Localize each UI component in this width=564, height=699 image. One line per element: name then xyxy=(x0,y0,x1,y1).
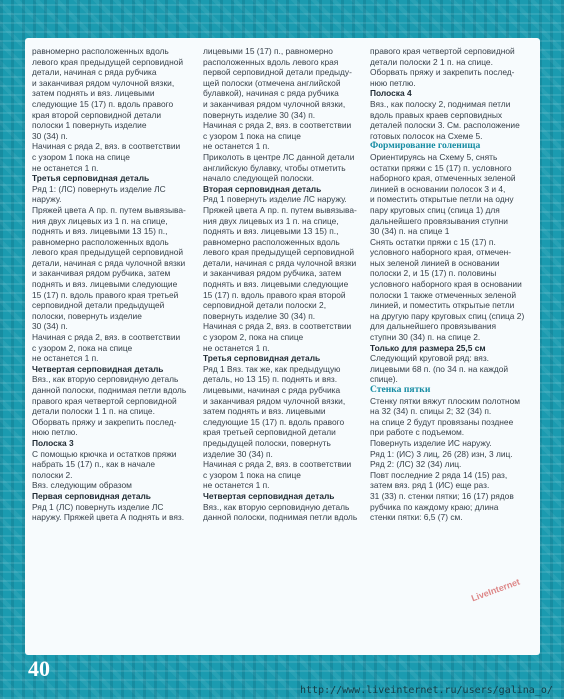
text-line: ния двух лицевых из 1 п. на спице, xyxy=(203,215,339,226)
text-line: Ряд 1 Вяз. так же, как предыдущую xyxy=(203,363,341,374)
text-line: Начиная с ряда 2, вяз. в соответствии xyxy=(203,321,352,332)
text-line: полоски, повернуть изделие xyxy=(32,310,142,321)
text-line: поднять и вяз. лицевыми следующие xyxy=(32,279,178,290)
text-line: Снять остатки пряжи с 15 (17) п. xyxy=(370,236,496,247)
text-line: серповидной детали полоски 2, xyxy=(203,300,327,311)
text-line: равномерно расположенных вдоль xyxy=(32,46,169,56)
text-line: и заканчивая рядом рубчика, затем xyxy=(32,268,171,279)
text-line: 31 (33) п. стенки пятки; 16 (17) рядов xyxy=(370,490,514,501)
text-line: линией, и поместить открытые петли xyxy=(370,300,515,311)
text-line: края второй серповидной детали xyxy=(32,109,162,120)
text-line: условного наборного края, отмечен- xyxy=(370,247,512,258)
text-line: затем поднять и вяз. лицевыми xyxy=(32,88,155,99)
text-line: расположенных вдоль левого края xyxy=(203,56,339,67)
text-line: детали, начиная с ряда чулочной вязки xyxy=(203,257,357,268)
subsection-heading: Четвертая серповидная деталь xyxy=(203,490,335,501)
text-line: стенки пятки: 6,5 (7) см. xyxy=(370,512,463,523)
text-line: на 32 (34) п. спицы 2; 32 (34) п. xyxy=(370,406,492,417)
text-line: поднять и вяз. лицевыми 13 15) п., xyxy=(203,226,339,237)
site-watermark: LiveInternet xyxy=(469,576,522,604)
text-line: не останется 1 п. xyxy=(32,162,99,173)
text-line: булавкой), начиная с ряда рубчика xyxy=(203,88,339,99)
text-line: наружу. xyxy=(32,194,62,205)
text-line: деталь, но 13 15) п. поднять и вяз. xyxy=(203,374,338,385)
text-line: не останется 1 п. xyxy=(203,141,270,152)
text-line: Оборвать пряжу и закрепить послед- xyxy=(32,416,177,427)
text-line: спице). xyxy=(370,374,398,385)
text-line: ступни 30 (34) п. на спице 2. xyxy=(370,332,481,343)
text-line: не останется 1 п. xyxy=(203,480,270,491)
text-line: полоски 1 также отмеченных зеленой xyxy=(370,289,517,300)
text-line: Вяз., как вторую серповидную деталь xyxy=(32,374,179,385)
text-line: равномерно расположенных вдоль xyxy=(203,236,340,247)
text-line: и поместить открытые петли на одну xyxy=(370,194,514,205)
text-line: Пряжей цвета А пр. п. путем вывязыва- xyxy=(32,204,186,215)
text-line: 15 (17) п. вдоль правого края второй xyxy=(203,289,346,300)
section-heading: Стенка пятки xyxy=(370,385,431,395)
text-line: Ряд 1: (ИС) 3 лиц, 26 (28) изн, 3 лиц. xyxy=(370,448,513,459)
text-line: левого края предыдущей серповидной xyxy=(32,247,184,258)
text-line: щей полоски (отмечена английской xyxy=(203,77,341,88)
text-column-2 xyxy=(203,46,360,523)
text-line: полоски 1 повернуть изделие xyxy=(32,120,147,131)
text-line: с узором 1 пока на спице xyxy=(32,151,130,162)
text-line: 15 (17) п. вдоль правого края третьей xyxy=(32,289,179,300)
magazine-page xyxy=(25,38,540,655)
text-line: ных зеленой линией в основании xyxy=(370,257,500,268)
text-line: при работе с подъемом. xyxy=(370,427,465,438)
text-line: и заканчивая рядом чулочной вязки, xyxy=(203,98,346,109)
text-line: пару круговых спиц (спица 1) для xyxy=(370,204,500,215)
text-line: нюю петлю. xyxy=(32,427,78,438)
text-line: остатки пряжи с 15 (17) п. условного xyxy=(370,162,512,173)
text-line: набрать 15 (17) п., как в начале xyxy=(32,459,156,470)
text-line: лицевыми 15 (17) п., равномерно xyxy=(203,46,333,56)
text-line: Повернуть изделие ИС наружу. xyxy=(370,437,492,448)
text-line: и заканчивая рядом чулочной вязки, xyxy=(32,77,175,88)
text-line: с узором 2, пока на спице xyxy=(32,342,133,353)
text-line: Пряжей цвета А пр. п. путем вывязыва- xyxy=(203,204,357,215)
text-line: начало следующей полоски. xyxy=(203,173,314,184)
text-line: Ряд 2: (ЛС) 32 (34) лиц. xyxy=(370,459,462,470)
text-line: 30 (34) п. xyxy=(32,321,68,332)
text-line: деталей полоски 3. См. расположение xyxy=(370,120,520,131)
text-line: Оборвать пряжу и закрепить послед- xyxy=(370,67,515,78)
text-line: Повт последние 2 ряда 14 (15) раз, xyxy=(370,469,508,480)
text-line: Приколоть в центре ЛС данной детали xyxy=(203,151,355,162)
text-line: английскую булавку, чтобы отметить xyxy=(203,162,346,173)
text-line: Вяз. следующим образом xyxy=(32,480,132,491)
text-line: затем поднять и вяз. лицевыми xyxy=(203,406,326,417)
subsection-heading: Третья серповидная деталь xyxy=(203,353,321,364)
subsection-heading: Четвертая серповидная деталь xyxy=(32,363,164,374)
text-line: данной полоски, поднимая петли вдоль xyxy=(32,385,187,395)
text-line: левого края предыдущей серповидной xyxy=(32,56,184,67)
text-line: с узором 2, пока на спице xyxy=(203,332,304,343)
subsection-heading: Полоска 4 xyxy=(370,88,412,99)
subsection-heading: Третья серповидная деталь xyxy=(32,173,150,184)
text-column-3 xyxy=(370,46,533,523)
text-line: линией в основании полосок 3 и 4, xyxy=(370,183,506,194)
text-line: с узором 1 пока на спице xyxy=(203,130,301,141)
text-line: поднять и вяз. лицевыми 13 15) п., xyxy=(32,226,168,237)
text-line: повернуть изделие 30 (34) п. xyxy=(203,310,316,321)
text-line: на другую пару круговых спиц (спица 2) xyxy=(370,310,525,321)
text-line: Начиная с ряда 2, вяз. в соответствии xyxy=(203,459,352,470)
text-line: наружу. Пряжей цвета А поднять и вяз. xyxy=(32,512,185,523)
text-column-1 xyxy=(32,46,192,523)
text-line: С помощью крючка и остатков пряжи xyxy=(32,448,177,459)
text-line: детали полоски 1 1 п. на спице. xyxy=(32,406,155,417)
text-line: серповидной детали предыдущей xyxy=(32,300,165,311)
text-line: 30 (34) п. xyxy=(32,130,68,141)
text-line: Ряд 1 (ЛС) повернуть изделие ЛС xyxy=(32,501,164,512)
text-line: условного наборного края в основании xyxy=(370,279,522,290)
text-line: предыдущей полоски, повернуть xyxy=(203,437,331,448)
text-line: правого края четвертой серповидной xyxy=(32,395,177,406)
page-number: 40 xyxy=(28,656,50,681)
text-line: готовых полосок на Схеме 5. xyxy=(370,130,483,141)
text-line: повернуть изделие 30 (34) п. xyxy=(203,109,316,120)
text-line: изделие 30 (34) п. xyxy=(203,448,273,459)
text-line: лицевыми 68 п. (по 34 п. на каждой xyxy=(370,363,509,374)
text-line: полоски 2. xyxy=(32,469,73,480)
text-line: нюю петлю. xyxy=(370,77,416,88)
text-line: лицевыми, начиная с ряда рубчика xyxy=(203,385,341,395)
text-line: затем вяз. ряд 1 (ИС) еще раз. xyxy=(370,480,490,491)
text-line: полоски 2, и 15 (17) п. половины xyxy=(370,268,497,279)
text-line: дальнейшего провязывания ступни xyxy=(370,215,508,226)
text-line: данной полоски, поднимая петли вдоль xyxy=(203,512,358,523)
text-line: края третьей серповидной детали xyxy=(203,427,336,438)
text-line: Вяз., как полоску 2, поднимая петли xyxy=(370,98,511,109)
section-heading: Формирование голенища xyxy=(370,141,481,152)
subsection-heading: Только для размера 25,5 см xyxy=(370,342,486,353)
text-line: левого края предыдущей серповидной xyxy=(203,247,355,258)
text-line: Следующий круговой ряд: вяз. xyxy=(370,353,489,364)
text-line: правого края четвертой серповидной xyxy=(370,46,515,56)
text-line: Стенку пятки вяжут плоским полотном xyxy=(370,395,520,406)
text-line: не останется 1 п. xyxy=(32,353,99,364)
text-line: первой серповидной детали предыду- xyxy=(203,67,352,78)
text-line: детали, начиная с ряда чулочной вязки xyxy=(32,257,186,268)
text-line: наборного края, отмеченных зеленой xyxy=(370,173,516,184)
text-line: следующие 15 (17) п. вдоль правого xyxy=(203,416,345,427)
text-line: ния двух лицевых из 1 п. на спице, xyxy=(32,215,168,226)
subsection-heading: Вторая серповидная деталь xyxy=(203,183,322,194)
text-line: Начиная с ряда 2, вяз. в соответствии xyxy=(32,332,181,343)
text-line: не останется 1 п. xyxy=(203,342,270,353)
text-line: Начиная с ряда 2, вяз. в соответствии xyxy=(32,141,181,152)
text-line: и заканчивая рядом рубчика, затем xyxy=(203,268,342,279)
text-line: Ориентируясь на Схему 5, снять xyxy=(370,151,498,162)
text-line: Ряд 1 повернуть изделие ЛС наружу. xyxy=(203,194,347,205)
text-line: Начиная с ряда 2, вяз. в соответствии xyxy=(203,120,352,131)
text-line: детали, начиная с ряда рубчика xyxy=(32,67,157,78)
subsection-heading: Полоска 3 xyxy=(32,437,74,448)
text-line: вдоль правых краев серповидных xyxy=(370,109,503,120)
text-line: Вяз., как вторую серповидную деталь xyxy=(203,501,350,512)
text-line: с узором 1 пока на спице xyxy=(203,469,301,480)
text-line: 30 (34) п. на спице 1 xyxy=(370,226,450,237)
text-line: детали полоски 2 1 п. на спице. xyxy=(370,56,493,67)
footer-url: http://www.liveinternet.ru/users/galina_o/ xyxy=(300,685,553,696)
text-line: поднять и вяз. лицевыми следующие xyxy=(203,279,349,290)
subsection-heading: Первая серповидная деталь xyxy=(32,490,151,501)
text-line: для дальнейшего провязывания xyxy=(370,321,497,332)
text-line: Ряд 1: (ЛС) повернуть изделие ЛС xyxy=(32,183,166,194)
text-line: рубчика по каждому краю; длина xyxy=(370,501,499,512)
text-line: на спице 2 будут провязаны позднее xyxy=(370,416,514,427)
text-line: следующие 15 (17) п. вдоль правого xyxy=(32,98,174,109)
text-line: и заканчивая рядом чулочной вязки, xyxy=(203,395,346,406)
text-line: равномерно расположенных вдоль xyxy=(32,236,169,247)
